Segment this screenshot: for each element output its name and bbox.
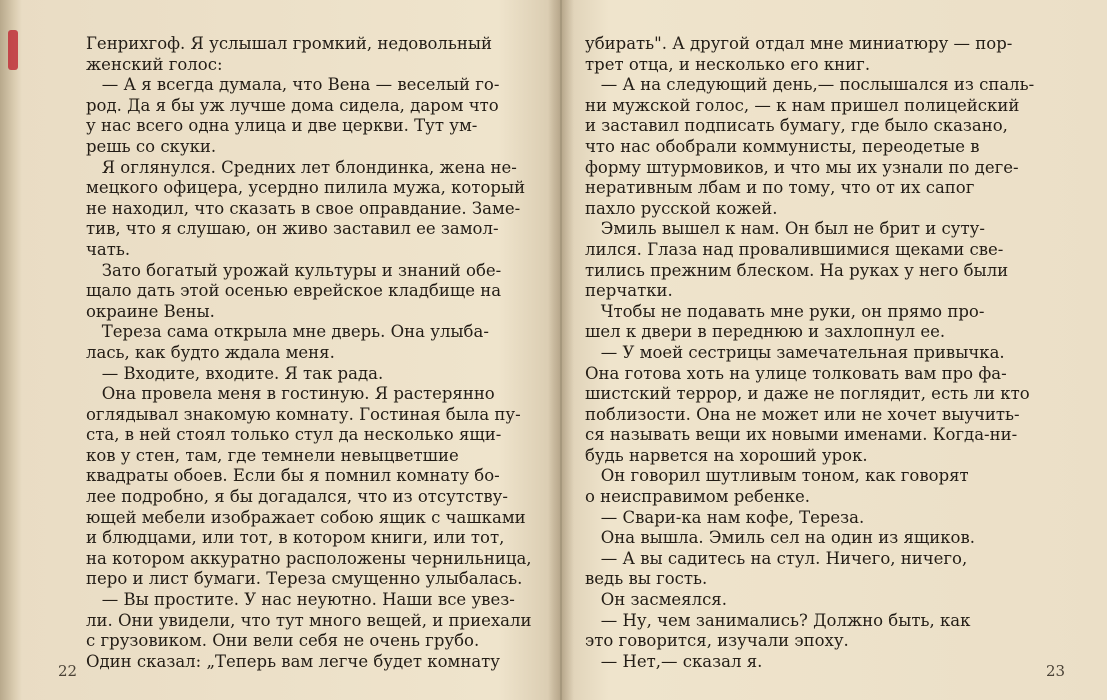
- text-line: мецкого офицера, усердно пилила мужа, который: [86, 178, 526, 198]
- text-line: это говорится, изучали эпоху.: [585, 631, 849, 651]
- text-line: пахло русской кожей.: [585, 198, 778, 218]
- text-line: о неисправимом ребенке.: [585, 487, 811, 507]
- text-line: род. Да я бы уж лучше дома сидела, даром что: [86, 95, 499, 115]
- text-line: тились прежним блеском. На руках у него были: [585, 260, 1009, 280]
- text-line: ста, в ней стоял только стул да несколько ящи-: [86, 425, 502, 445]
- text-line: окраине Вены.: [86, 301, 215, 321]
- text-line: решь со скуки.: [86, 136, 217, 156]
- text-line: — Вы простите. У нас неуютно. Наши все увез-: [86, 590, 515, 610]
- text-line: — Нет,— сказал я.: [585, 651, 763, 671]
- text-line: — А вы садитесь на стул. Ничего, ничего,: [585, 548, 968, 568]
- text-line: — А я всегда думала, что Вена — веселый го-: [86, 75, 500, 95]
- text-line: перчатки.: [585, 281, 673, 301]
- text-line: женский голос:: [86, 54, 223, 74]
- text-line: Эмиль вышел к нам. Он был не брит и суту-: [585, 219, 985, 239]
- red-mark: [8, 30, 18, 70]
- text-line: Зато богатый урожай культуры и знаний обе-: [86, 260, 502, 280]
- text-line: на котором аккуратно расположены чернильница,: [86, 548, 532, 568]
- text-line: убирать". А другой отдал мне миниатюру — пор-: [585, 34, 1013, 53]
- text-line: ков у стен, там, где темнели невыцветшие: [86, 445, 459, 465]
- text-line: неративным лбам и по тому, что от их сапог: [585, 178, 975, 198]
- text-line: ющей мебели изображает собою ящик с чашками: [86, 507, 526, 527]
- book-edge: [0, 0, 22, 700]
- text-line: и блюдцами, или тот, в котором книги, или тот,: [86, 528, 505, 548]
- text-line: Я оглянулся. Средних лет блондинка, жена не-: [86, 157, 517, 177]
- right-page-number: 23: [1046, 662, 1066, 680]
- text-line: — Свари-ка нам кофе, Тереза.: [585, 507, 865, 527]
- text-line: — А на следующий день,— послышался из спаль-: [585, 75, 1035, 95]
- text-line: ся называть вещи их новыми именами. Когда-ни-: [585, 425, 1018, 445]
- text-line: будь нарвется на хороший урок.: [585, 445, 868, 465]
- text-line: — Входите, входите. Я так рада.: [86, 363, 384, 383]
- text-line: ли. Они увидели, что тут много вещей, и приехали: [86, 610, 532, 630]
- text-line: шел к двери в переднюю и захлопнул ее.: [585, 322, 946, 342]
- text-line: — Ну, чем занимались? Должно быть, как: [585, 610, 971, 630]
- text-line: Он засмеялся.: [585, 590, 727, 610]
- right-page-text: [585, 34, 1055, 672]
- book-gutter: [548, 0, 574, 700]
- text-line: Она готова хоть на улице толковать вам про фа-: [585, 363, 1007, 383]
- text-line: поблизости. Она не может или не хочет выучить-: [585, 404, 1020, 424]
- text-line: и заставил подписать бумагу, где было сказано,: [585, 116, 1008, 136]
- text-line: лее подробно, я бы догадался, что из отсутству-: [86, 487, 508, 507]
- text-line: Тереза сама открыла мне дверь. Она улыба-: [86, 322, 489, 342]
- text-line: не находил, что сказать в свое оправдание. Заме-: [86, 198, 521, 218]
- text-line: квадраты обоев. Если бы я помнил комнату бо-: [86, 466, 500, 486]
- text-line: форму штурмовиков, и что мы их узнали по деге-: [585, 157, 1019, 177]
- text-line: Она вышла. Эмиль сел на один из ящиков.: [585, 528, 975, 548]
- text-line: трет отца, и несколько его книг.: [585, 54, 871, 74]
- text-line: Она провела меня в гостиную. Я растерянно: [86, 384, 495, 404]
- text-line: чать.: [86, 239, 131, 259]
- text-line: что нас обобрали коммунисты, переодетые в: [585, 136, 980, 156]
- text-line: перо и лист бумаги. Тереза смущенно улыбалась.: [86, 569, 523, 589]
- text-line: у нас всего одна улица и две церкви. Тут ум-: [86, 116, 478, 136]
- text-line: оглядывал знакомую комнату. Гостиная была пу-: [86, 404, 521, 424]
- text-line: щало дать этой осенью еврейское кладбище на: [86, 281, 502, 301]
- text-line: Чтобы не подавать мне руки, он прямо про-: [585, 301, 985, 321]
- text-line: лась, как будто ждала меня.: [86, 342, 335, 362]
- text-line: ведь вы гость.: [585, 569, 708, 589]
- text-line: Он говорил шутливым тоном, как говорят: [585, 466, 969, 486]
- text-line: ни мужской голос, — к нам пришел полицейский: [585, 95, 1020, 115]
- text-line: — У моей сестрицы замечательная привычка.: [585, 342, 1005, 362]
- left-page-number: 22: [58, 662, 78, 680]
- text-line: шистский террор, и даже не поглядит, есть ли кто: [585, 384, 1030, 404]
- text-line: Генрихгоф. Я услышал громкий, недовольный: [86, 34, 493, 53]
- text-line: тив, что я слушаю, он живо заставил ее замол-: [86, 219, 499, 239]
- text-line: Один сказал: „Теперь вам легче будет комнату: [86, 651, 501, 671]
- left-page-text: [86, 34, 548, 672]
- text-line: лился. Глаза над провалившимися щеками све-: [585, 239, 1004, 259]
- text-line: с грузовиком. Они вели себя не очень грубо.: [86, 631, 480, 651]
